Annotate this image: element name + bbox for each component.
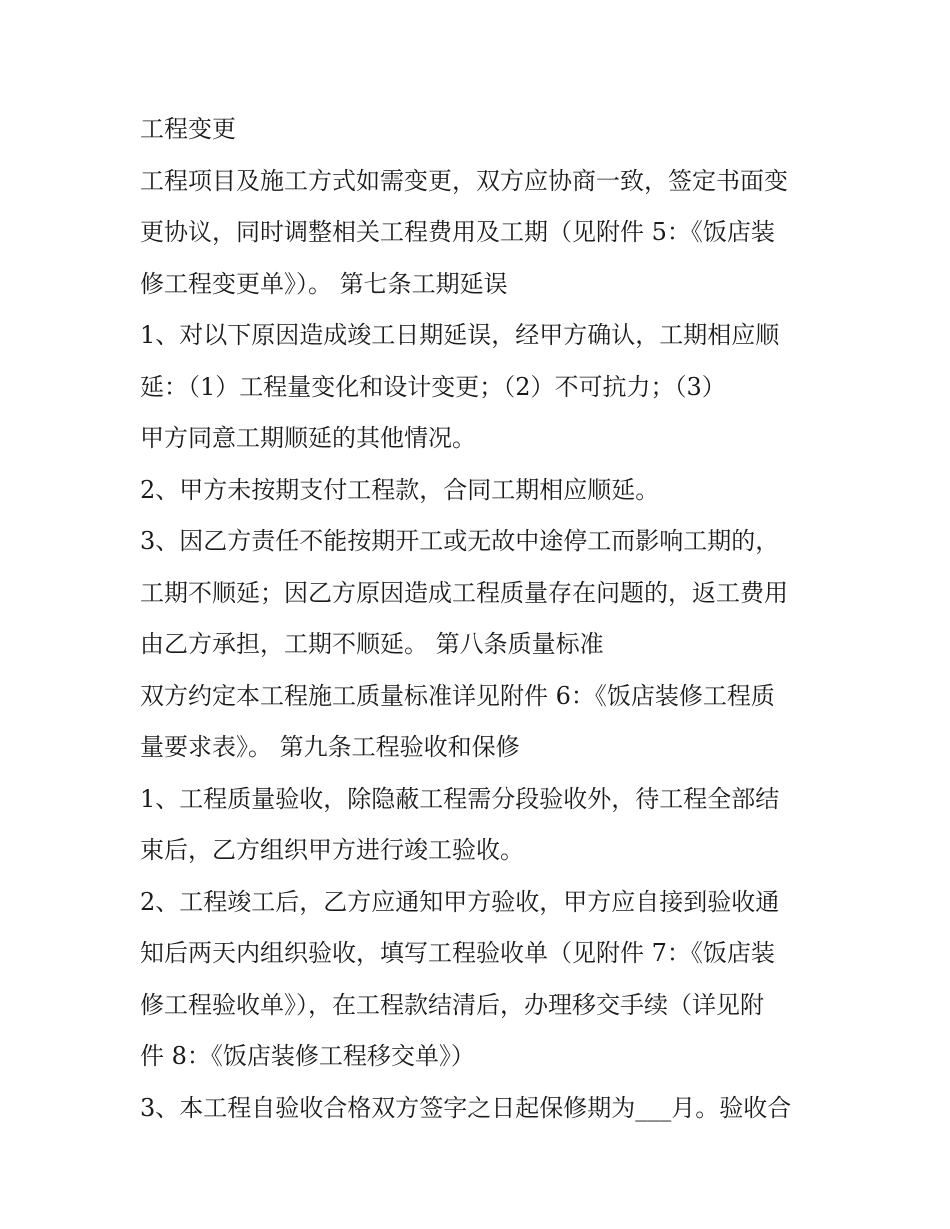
paragraph-line: 1、工程质量验收，除隐蔽工程需分段验收外，待工程全部结	[140, 784, 780, 813]
paragraph-line: 3、因乙方责任不能按期开工或无故中途停工而影响工期的，	[140, 527, 780, 555]
paragraph-line: 2、甲方未按期支付工程款，合同工期相应顺延。	[140, 475, 660, 504]
document-body	[140, 104, 820, 1134]
paragraph-line: 双方约定本工程施工质量标准详见附件 6：《饭店装修工程质	[140, 681, 775, 710]
paragraph-line: 甲方同意工期顺延的其他情况。	[140, 424, 476, 452]
paragraph-line: 工程项目及施工方式如需变更，双方应协商一致，签定书面变	[140, 166, 788, 195]
paragraph-line: 更协议，同时调整相关工程费用及工期（见附件 5：《饭店装	[140, 218, 775, 246]
paragraph-line: 1、对以下原因造成竣工日期延误，经甲方确认，工期相应顺	[140, 321, 780, 349]
paragraph-line: 量要求表》。 第九条工程验收和保修	[140, 733, 520, 761]
paragraph-line: 修工程验收单》），在工程款结清后，办理移交手续（详见附	[140, 990, 764, 1019]
paragraph-line: 束后，乙方组织甲方进行竣工验收。	[140, 836, 524, 864]
paragraph-line: 工期不顺延；因乙方原因造成工程质量存在问题的，返工费用	[140, 578, 788, 607]
paragraph-line: 件 8：《饭店装修工程移交单》）	[140, 1042, 475, 1070]
paragraph-line: 延：（1）工程量变化和设计变更；（2）不可抗力；（3）	[140, 372, 726, 401]
paragraph-line: 3、本工程自验收合格双方签字之日起保修期为___月。验收合	[140, 1093, 792, 1122]
section-heading-engineering-change: 工程变更	[140, 115, 236, 143]
paragraph-line: 2、工程竣工后，乙方应通知甲方验收，甲方应自接到验收通	[140, 887, 780, 916]
paragraph-line: 由乙方承担，工期不顺延。 第八条质量标准	[140, 630, 604, 658]
paragraph-line: 知后两天内组织验收，填写工程验收单（见附件 7：《饭店装	[140, 939, 775, 967]
paragraph-line: 修工程变更单》）。 第七条工期延误	[140, 269, 508, 298]
